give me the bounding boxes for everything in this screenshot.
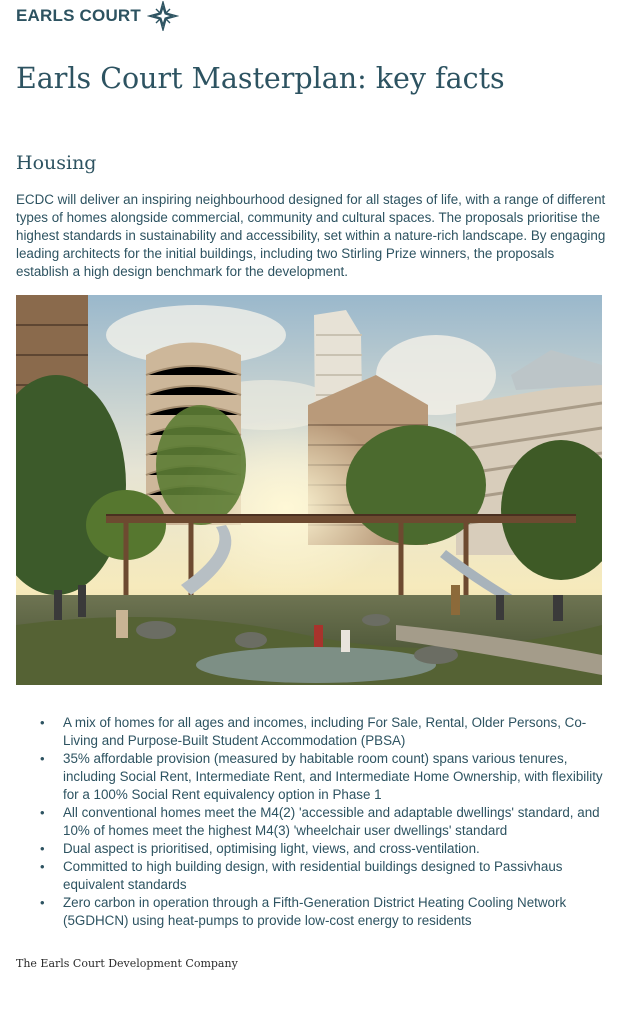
brand-logo: [16, 2, 179, 30]
bullet-marker: •: [40, 841, 45, 856]
bullet-marker: •: [40, 805, 45, 820]
list-item-text: A mix of homes for all ages and incomes, including For Sale, Rental, Older Persons, Co-Living and Purpose-Built Student Accommodation (PBSA): [63, 715, 587, 748]
facts-list: [16, 714, 608, 930]
footer-company-name: The Earls Court Development Company: [16, 957, 238, 970]
bullet-marker: •: [40, 895, 45, 910]
section-heading: Housing: [16, 152, 97, 174]
list-item: [16, 840, 608, 858]
hero-image: [16, 295, 602, 685]
bullet-marker: •: [40, 859, 45, 874]
list-item-text: Committed to high building design, with residential buildings designed to Passivhaus equivalent standards: [63, 859, 563, 892]
brand-wordmark: EARLS COURT: [16, 6, 141, 25]
bullet-marker: •: [40, 751, 45, 766]
list-item-text: All conventional homes meet the M4(2) 'accessible and adaptable dwellings' standard, and 10% of homes meet the highest M4(3) 'wheelchair user dwellings' standard: [63, 805, 600, 838]
list-item: [16, 714, 608, 750]
list-item: [16, 894, 608, 930]
star-diamond-icon: [147, 1, 179, 31]
list-item-text: Zero carbon in operation through a Fifth-Generation District Heating Cooling Network (5GDHCN) using heat-pumps to provide low-cost energy to residents: [63, 895, 567, 928]
list-item-text: 35% affordable provision (measured by habitable room count) spans various tenures, including Social Rent, Intermediate Rent, and Intermediate Home Ownership, with flexibility for a 100% Social Rent equivalency option in Phase 1: [63, 751, 603, 802]
list-item: [16, 750, 608, 804]
list-item-text: Dual aspect is prioritised, optimising light, views, and cross-ventilation.: [63, 841, 480, 856]
list-item: [16, 804, 608, 840]
section-intro: ECDC will deliver an inspiring neighbourhood designed for all stages of life, with a range of different types of homes alongside commercial, community and cultural spaces. The proposals prioritise the highest standards in sustainability and accessibility, set within a nature-rich landscape. By engaging leading architects for the initial buildings, including two Stirling Prize winners, the proposals establish a high design benchmark for the development.: [16, 192, 606, 279]
list-item: [16, 858, 608, 894]
bullet-marker: •: [40, 715, 45, 730]
page-title: Earls Court Masterplan: key facts: [16, 62, 505, 95]
